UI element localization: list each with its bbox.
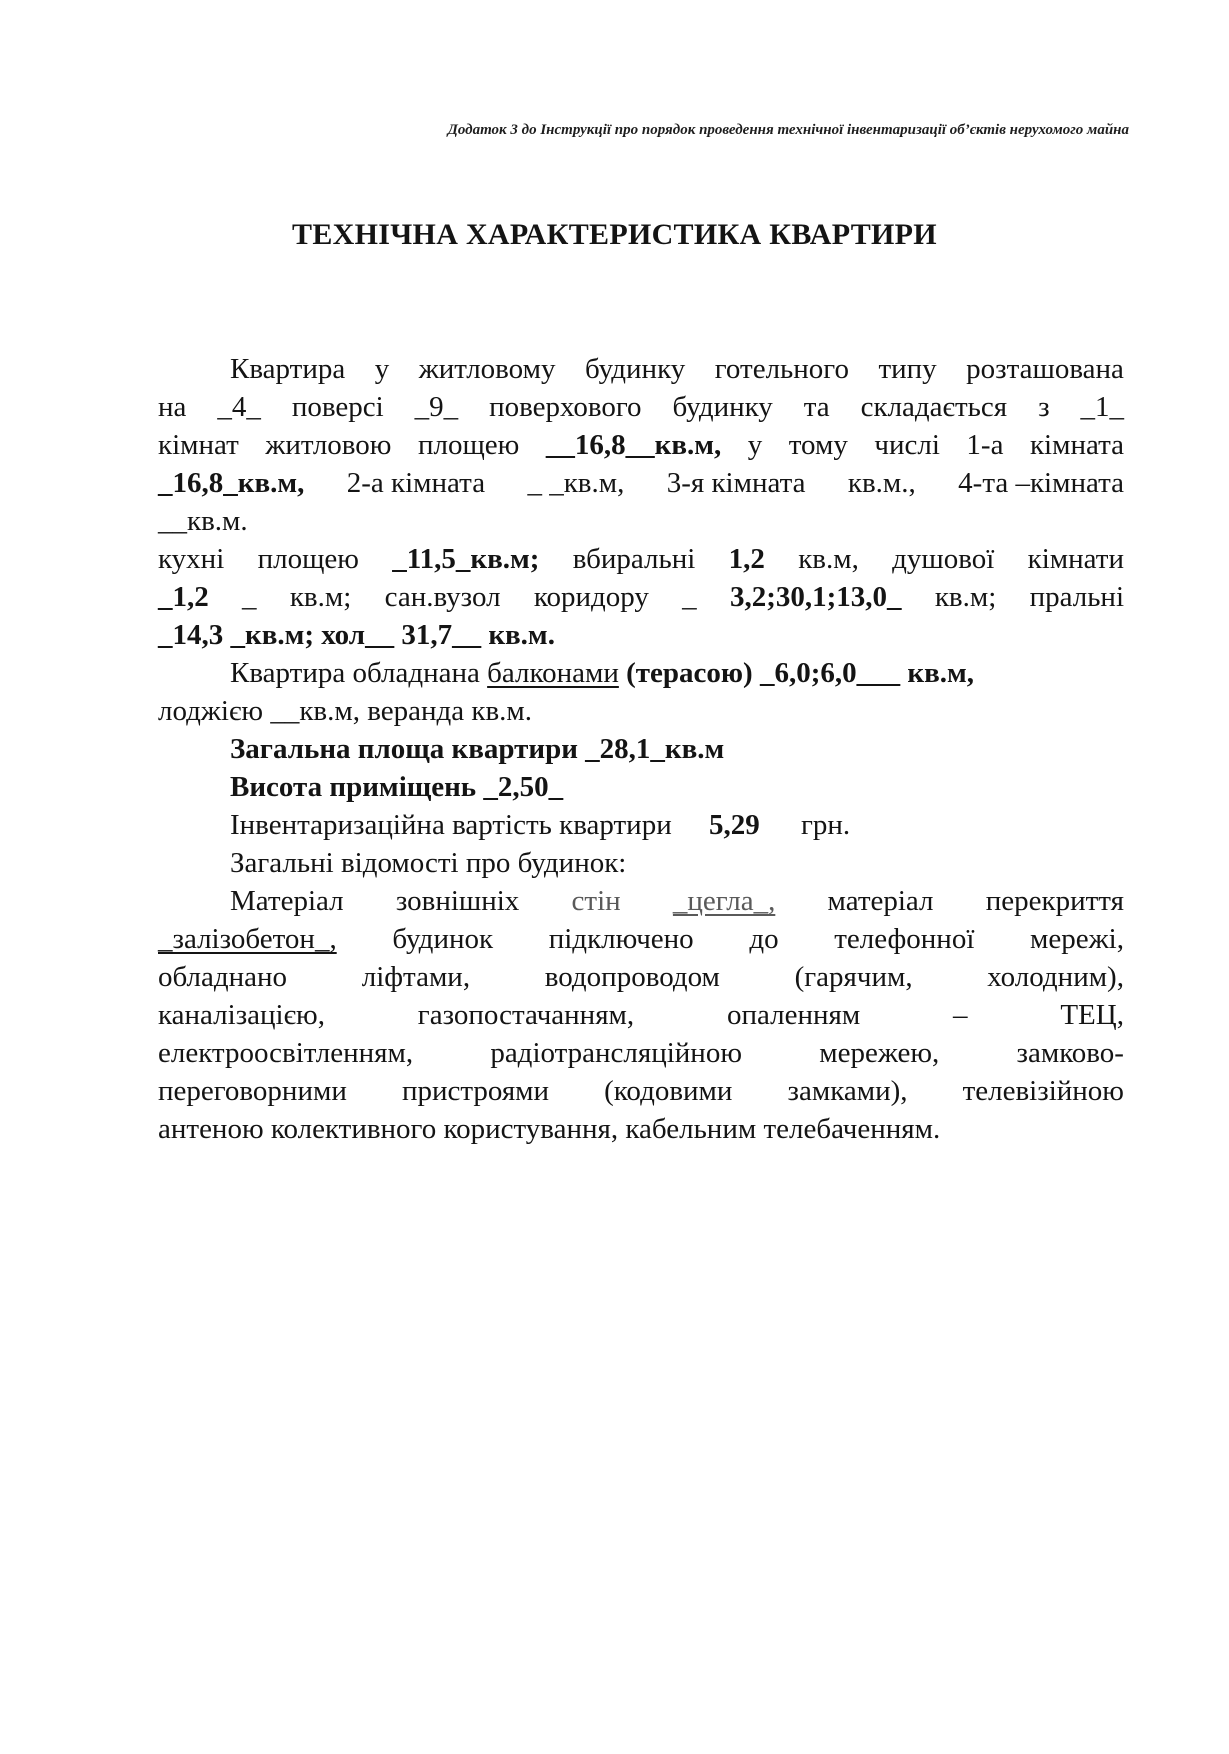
word: розташована — [966, 353, 1124, 385]
shower-area-value: _1,2 — [158, 581, 209, 613]
para1-line1 — [158, 350, 1124, 388]
para1-line2 — [158, 388, 1124, 426]
word: 4-та –кімната — [958, 467, 1124, 499]
word: до — [749, 923, 779, 955]
inventory-value-amount: 5,29 — [708, 809, 760, 841]
word: будинок — [392, 923, 494, 955]
word: вбиральні — [572, 543, 696, 575]
total-area-line — [158, 730, 1124, 768]
word: ліфтами, — [361, 961, 471, 993]
word: телефонної — [834, 923, 975, 955]
word: та — [803, 391, 830, 423]
word: опаленням — [726, 999, 861, 1031]
building-line7: антеною колективного користування, кабельним телебаченням. — [158, 1113, 941, 1145]
para3-line1 — [158, 654, 1124, 692]
word: поверхового — [489, 391, 642, 423]
word: пральні — [1029, 581, 1124, 613]
word: – — [953, 999, 968, 1031]
word: телевізійною — [962, 1075, 1124, 1107]
document-title: ТЕХНІЧНА ХАРАКТЕРИСТИКА КВАРТИРИ — [292, 218, 937, 251]
balcony-area-value: (терасою) _6,0;6,0___ кв.м, — [618, 657, 974, 689]
word: матеріал — [827, 885, 934, 917]
living-area-value: __16,8__кв.м, — [545, 429, 722, 461]
word: обладнано — [158, 961, 288, 993]
inventory-value-currency: грн. — [800, 809, 851, 841]
word: числі — [874, 429, 940, 461]
para2-line1 — [158, 540, 1124, 578]
building-line5 — [158, 1034, 1124, 1072]
word: тому — [788, 429, 848, 461]
word: замками), — [787, 1075, 908, 1107]
para1-line3 — [158, 426, 1124, 464]
word: водопроводом — [544, 961, 720, 993]
word: типу — [878, 353, 937, 385]
word: коридору — [533, 581, 649, 613]
word: каналізацією, — [158, 999, 325, 1031]
word: сан.вузол — [384, 581, 501, 613]
word: кв.м; — [289, 581, 352, 613]
apartment-description-paragraph — [158, 350, 1124, 1148]
word: газопостачанням, — [417, 999, 635, 1031]
word: кімната — [1029, 429, 1124, 461]
inventory-value-line — [158, 806, 1124, 844]
word: зовнішніх — [395, 885, 520, 917]
building-line1 — [158, 882, 1124, 920]
word: Матеріал — [230, 885, 344, 917]
word: радіотрансляційною — [490, 1037, 742, 1069]
word: кухні — [158, 543, 225, 575]
word: готельного — [714, 353, 849, 385]
rooms-count-value: _1_ — [1080, 391, 1124, 423]
building-floors-value: _9_ — [414, 391, 459, 423]
ceiling-height-line — [158, 768, 1124, 806]
word: 1-а — [966, 429, 1004, 461]
balcony-label: Квартира обладнана — [230, 657, 488, 689]
word: стін — [571, 885, 621, 917]
room2-area-value: _ _кв.м, — [527, 467, 625, 499]
para3-line2: лоджією __кв.м, веранда кв.м. — [158, 695, 533, 727]
inventory-value-label: Інвентаризаційна вартість квартири — [230, 809, 672, 841]
word: (гарячим, — [794, 961, 913, 993]
para2-line2 — [158, 578, 1124, 616]
word: електроосвітленням, — [158, 1037, 414, 1069]
word: житловою — [265, 429, 392, 461]
corridor-area-value: 3,2;30,1;13,0_ — [729, 581, 902, 613]
word: (кодовими — [604, 1075, 733, 1107]
word: з — [1038, 391, 1050, 423]
word: поверсі — [291, 391, 384, 423]
word: Квартира — [230, 353, 346, 385]
word: холодним), — [987, 961, 1124, 993]
ceiling-material-value: _залізобетон_, — [158, 923, 337, 955]
word: житловому — [418, 353, 556, 385]
word: на — [158, 391, 187, 423]
word: 3-я кімната — [666, 467, 806, 499]
ceiling-height-value: Висота приміщень _2,50_ — [230, 771, 564, 803]
room1-area-value: _16,8_кв.м, — [158, 467, 305, 499]
balcony-underlined-word: балконами — [487, 657, 619, 689]
word: площею — [417, 429, 520, 461]
word: душової — [892, 543, 995, 575]
word: площею — [257, 543, 359, 575]
word: будинку — [584, 353, 686, 385]
word: кв.м, — [798, 543, 859, 575]
word: пристроями — [401, 1075, 550, 1107]
word: кімнат — [158, 429, 239, 461]
total-area-value: Загальна площа квартири _28,1_кв.м — [230, 733, 725, 765]
word: мережею, — [819, 1037, 940, 1069]
kitchen-area-value: _11,5_кв.м; — [392, 543, 540, 575]
building-line6 — [158, 1072, 1124, 1110]
word: ТЕЦ, — [1060, 999, 1124, 1031]
word: кв.м; — [934, 581, 997, 613]
word: _ — [242, 581, 257, 613]
word: перекриття — [985, 885, 1124, 917]
floor-value: _4_ — [217, 391, 261, 423]
para2-line3 — [158, 616, 1124, 654]
word: кімнати — [1027, 543, 1124, 575]
word: будинку — [672, 391, 773, 423]
word: замково- — [1016, 1037, 1124, 1069]
building-line3 — [158, 958, 1124, 996]
word: складається — [860, 391, 1008, 423]
laundry-hall-area-value: _14,3 _кв.м; хол__ 31,7__ кв.м. — [158, 619, 555, 651]
para1-line4 — [158, 464, 1124, 502]
para1-line5: __кв.м. — [158, 505, 248, 537]
room3-area-value: кв.м., — [847, 467, 916, 499]
word: мережі, — [1030, 923, 1124, 955]
toilet-area-value: 1,2 — [728, 543, 765, 575]
building-line4 — [158, 996, 1124, 1034]
building-line2 — [158, 920, 1124, 958]
word: _ — [682, 581, 697, 613]
word: переговорними — [158, 1075, 347, 1107]
wall-material-value: _цегла_, — [672, 885, 776, 917]
word: у — [374, 353, 390, 385]
general-info-line: Загальні відомості про будинок: — [230, 847, 627, 879]
word: 2-а кімната — [346, 467, 486, 499]
word: підключено — [548, 923, 694, 955]
word: у — [747, 429, 763, 461]
header-note: Додаток 3 до Інструкції про порядок проведення технічної інвентаризації об’єктів нерухомого майна — [447, 122, 1129, 138]
